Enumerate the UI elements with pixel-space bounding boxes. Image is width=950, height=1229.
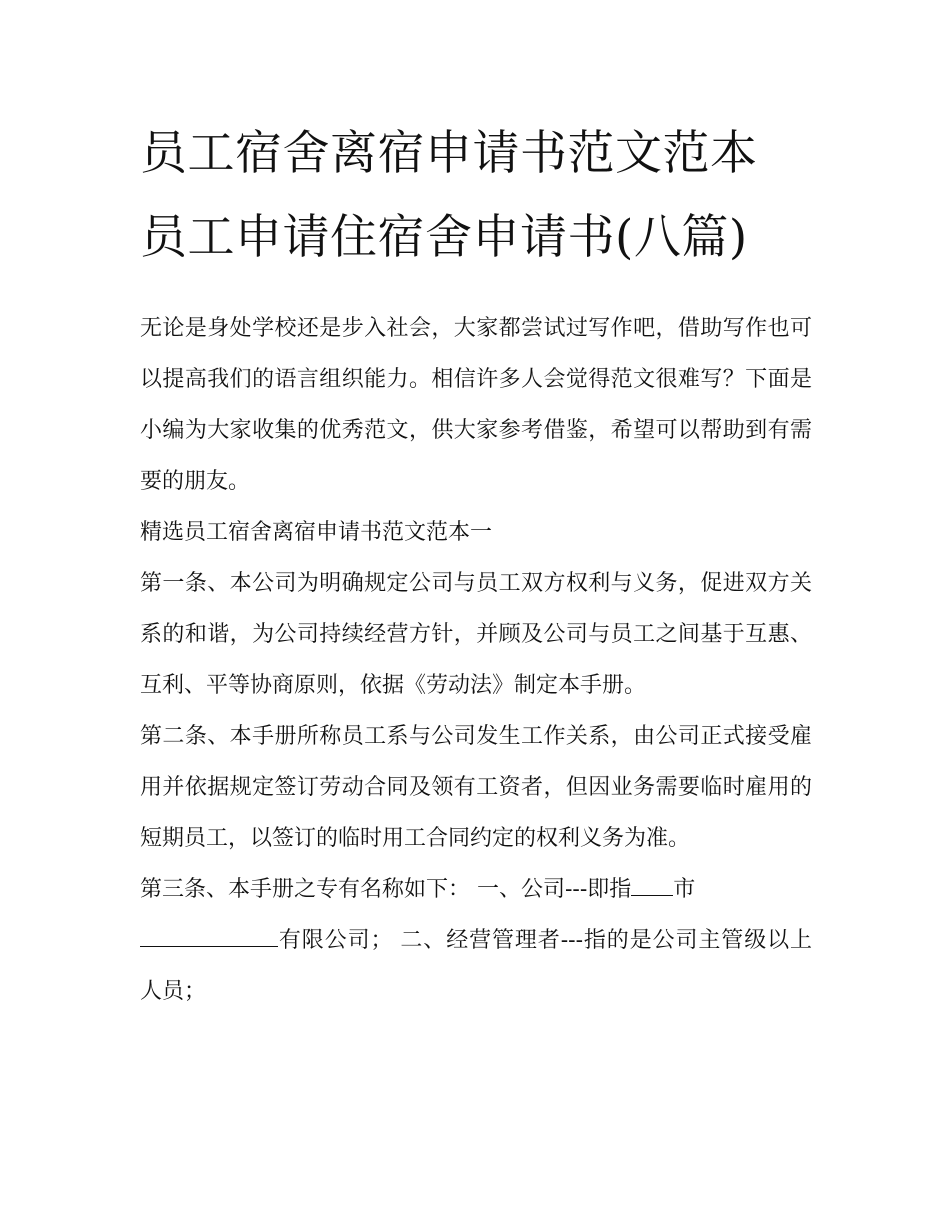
intro-paragraph: 无论是身处学校还是步入社会，大家都尝试过写作吧，借助写作也可以提高我们的语言组织能力。相信许多人会觉得范文很难写？下面是小编为大家收集的优秀范文，供大家参考借鉴，希望可以帮助到有需要的朋友。 [140, 316, 812, 494]
article-2-paragraph: 第二条、本手册所称员工系与公司发生工作关系，由公司正式接受雇用并依据规定签订劳动合同及领有工资者，但因业务需要临时雇用的短期员工，以签订的临时用工合同约定的权利义务为准。 [140, 724, 812, 851]
article-3-text-1: 第三条、本手册之专有名称如下： 一、公司---即指 [140, 877, 632, 902]
article-3-paragraph [140, 864, 812, 1017]
document-page [140, 112, 812, 1017]
fill-in-blank-city [631, 894, 673, 896]
article-3-text-2: 市 [673, 877, 696, 902]
document-title [140, 112, 812, 280]
section-heading: 精选员工宿舍离宿申请书范文范本一 [140, 520, 493, 545]
fill-in-blank-company [140, 945, 278, 947]
title-line-2: 员工申请住宿舍申请书(八篇) [140, 210, 748, 265]
title-line-1: 员工宿舍离宿申请书范文范本 [140, 126, 758, 181]
article-3-text-3: 有限公司； 二、经营管理者---指的是公司主管级以上人员； [140, 928, 812, 1004]
article-1-paragraph: 第一条、本公司为明确规定公司与员工双方权利与义务，促进双方关系的和谐，为公司持续经营方针，并顾及公司与员工之间基于互惠、互利、平等协商原则，依据《劳动法》制定本手册。 [140, 571, 812, 698]
